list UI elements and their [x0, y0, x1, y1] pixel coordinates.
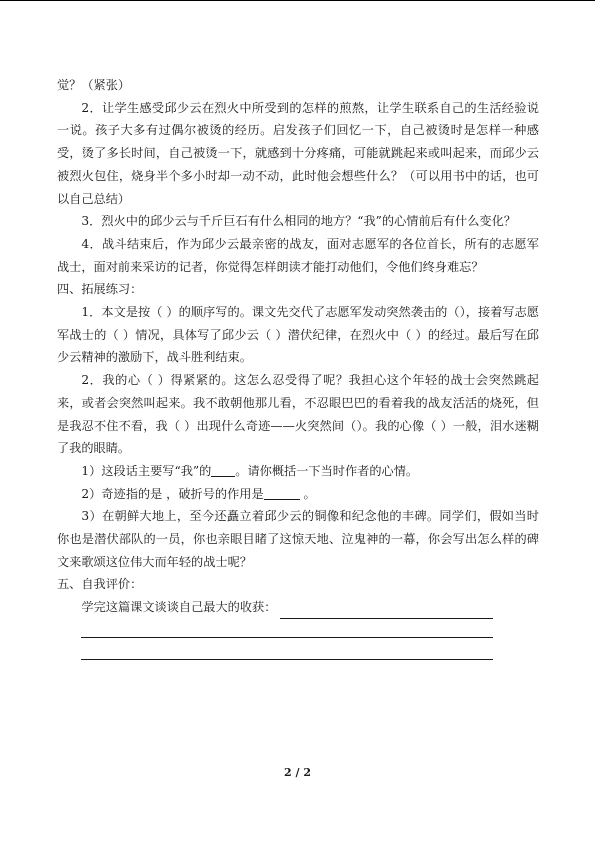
answer-row-3: [57, 642, 539, 665]
answer-blank-1[interactable]: [211, 463, 235, 477]
page-number: 2 / 2: [284, 766, 311, 779]
sub-1-text-b: 。请你概括一下当时作者的心情。: [235, 463, 419, 478]
answer-blank-2[interactable]: [264, 486, 300, 500]
sub-2-text-a: 2）奇迹指的是 ，破折号的作用是: [81, 486, 264, 501]
section-heading-self-evaluation: 五、自我评价：: [57, 577, 143, 592]
question-4: 4．战斗结束后，作为邱少云最亲密的战友，面对志愿军的各位首长，所有的志愿军战士，面对前来采访的记者，你觉得怎样朗读才能打动他们，令他们终身难忘？: [57, 236, 539, 274]
exercise-2-sub-3: 3）在朝鲜大地上，至今还矗立着邱少云的铜像和纪念他的丰碑。同学们，假如当时你也是潜伏部队的一员，你也亲眼目睹了这惊天地、泣鬼神的一幕，你会写出怎么样的碑文来歌颂这位伟大而年轻的战士呢？: [57, 509, 539, 569]
self-evaluation-prompt: 学完这篇课文谈谈自己最大的收获：: [81, 600, 277, 615]
answer-row-2: [57, 619, 539, 642]
answer-line-1[interactable]: [280, 603, 493, 619]
exercise-2-sub-1: [57, 460, 539, 483]
question-2: 2．让学生感受邱少云在烈火中所受到的怎样的煎熬，让学生联系自己的生活经验说一说。孩子大多有过偶尔被烫的经历。启发孩子们回忆一下，自己被烫时是怎样一种感受，烫了多长时间，自己被烫一下，就感到十分疼痛，可能就跳起来或叫起来，而邱少云被烈火包住，烧身半个多小时却一动不动，此时他会想些什么？（可以用书中的话，也可以自己总结）: [57, 100, 539, 206]
page-top-border: [0, 0, 595, 1]
continued-question-line: 觉？（紧张）: [57, 78, 131, 92]
answer-line-3[interactable]: [81, 659, 493, 660]
answer-line-2[interactable]: [81, 637, 493, 638]
section-heading-extension: 四、拓展练习：: [57, 282, 143, 297]
exercise-1: 1．本文是按（ ）的顺序写的。课文先交代了志愿军发动突然袭击的（），接着写志愿军战士的（ ）情况，具体写了邱少云（ ）潜伏纪律，在烈火中（ ）的经过。最后写在邱少云精神的激励下，战斗胜利结束。: [57, 305, 539, 365]
sub-2-text-b: 。: [299, 486, 316, 501]
sub-1-text-a: 1）这段话主要写“我”的: [81, 463, 212, 478]
question-3: 3．烈火中的邱少云与千斤巨石有什么相同的地方？“我”的心情前后有什么变化？: [81, 214, 516, 229]
exercise-2-passage: 2．我的心（ ）得紧紧的。这怎么忍受得了呢？我担心这个年轻的战士会突然跳起来，或者会突然叫起来。我不敢朝他那儿看，不忍眼巴巴的看着我的战友活活的烧死，但是我忍不住不看，我（ ）出现什么奇迹——火突然间（）。我的心像（ ）一般，泪水迷糊了我的眼睛。: [57, 373, 539, 456]
self-evaluation-prompt-row: [57, 596, 539, 619]
page-content: [57, 74, 539, 664]
exercise-2-sub-2: [57, 483, 539, 506]
